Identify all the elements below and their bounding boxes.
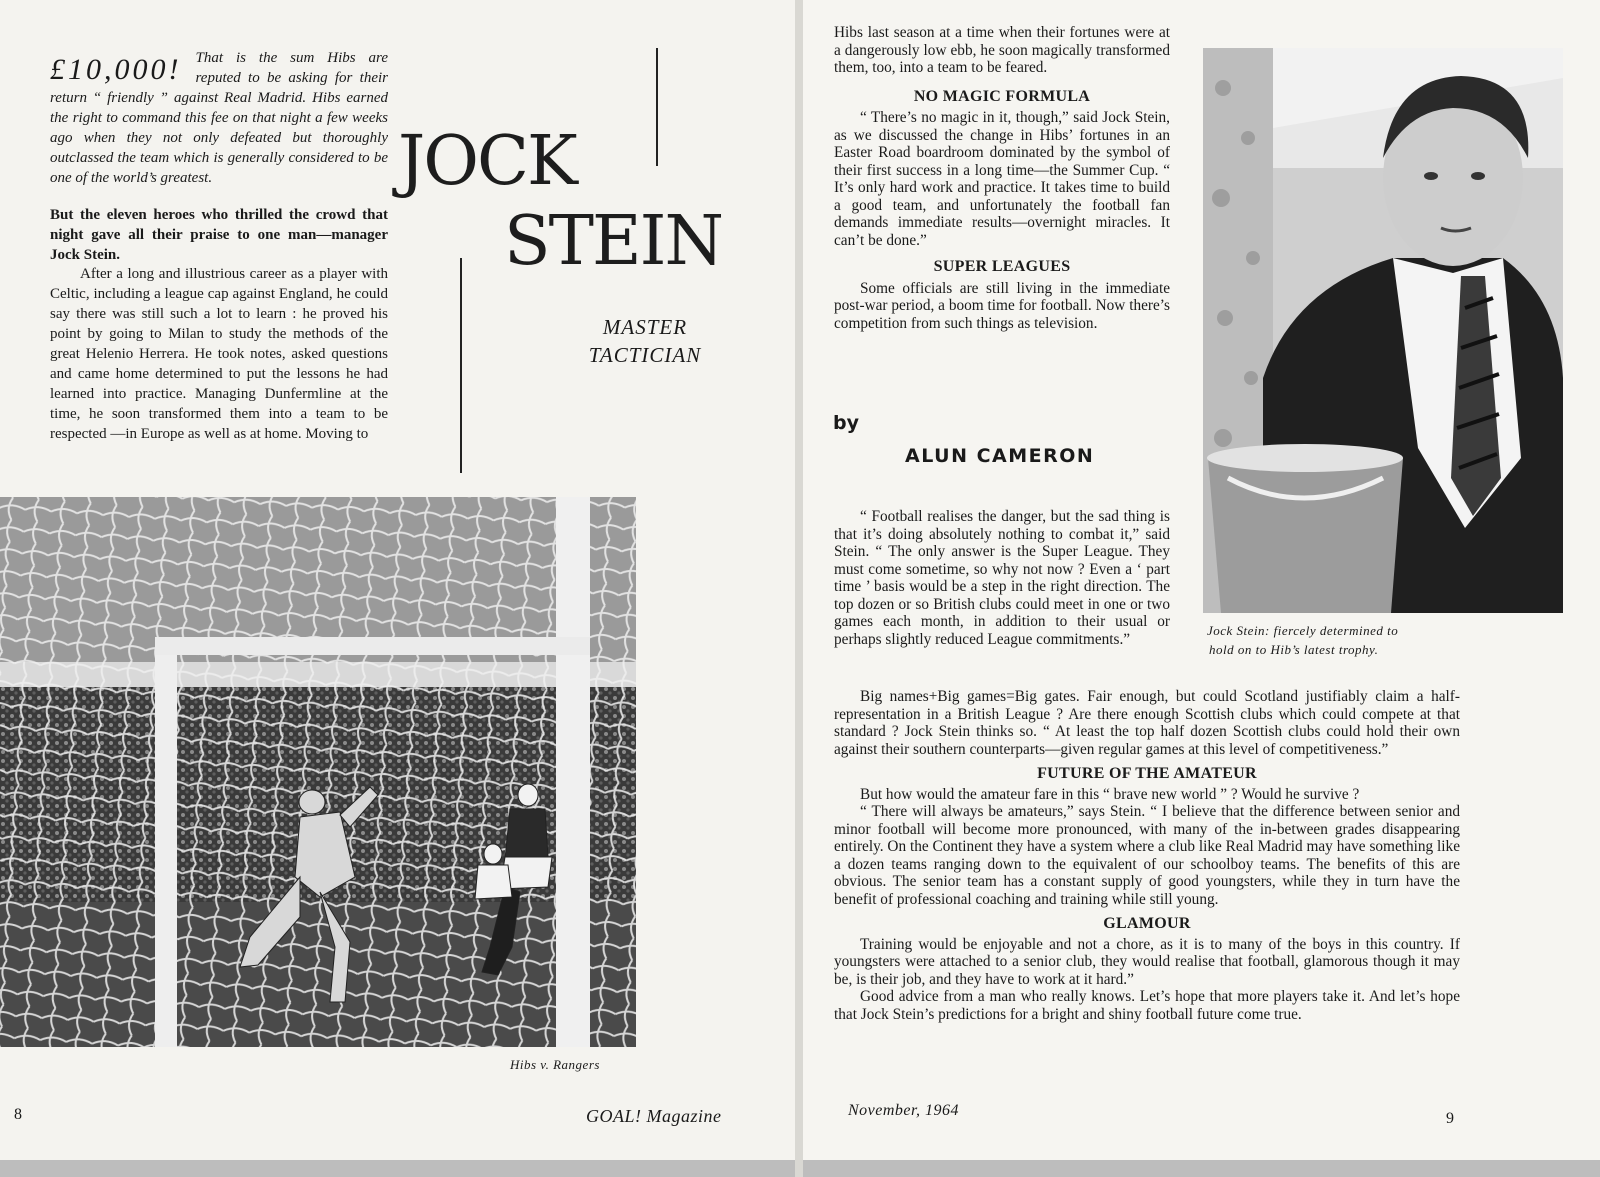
portrait-caption-line1: Jock Stein: fiercely determined to <box>1207 623 1399 638</box>
paragraph-amateur-question: But how would the amateur fare in this “ brave new world ” ? Would he survive ? <box>860 785 1360 803</box>
lead-bold-paragraph: But the eleven heroes who thrilled the crowd that night gave all their praise to one man—manager Jock Stein. <box>50 207 388 263</box>
paragraph-training: Training would be enjoyable and not a chore, as it is to many of the boys in this country. If youngsters were attached to a senior club, they would realise that football, glamorous though it may be, is their job, and they have to work at it hard.” <box>834 935 1460 988</box>
right-column-upper <box>834 24 1170 332</box>
footer-magazine-name: GOAL! Magazine <box>586 1106 722 1126</box>
left-body-paragraph: After a long and illustrious career as a player with Celtic, including a league cap against England, he could say there was still such a lot to learn : he proved his point by going to Milan to study the methods of the great Helenio Herrera. He took notes, asked questions and came home determined to put the lessons he had learned into practice. Managing Dunfermline at the time, he soon transformed them into a team to be respected —in Europe as well as at home. Moving to <box>50 266 388 442</box>
title-stein: STEIN <box>504 202 722 281</box>
intro-text: That is the sum Hibs are reputed to be asking for their return “ friendly ” against Real Madrid. Hibs earned the right to command this fee on that night a few weeks ago when they not only defeated but thoroughly outclassed the team which is generally considered to be one of the world’s greatest. <box>50 50 388 186</box>
intro-paragraph <box>50 48 388 188</box>
page-number-right: 9 <box>1446 1110 1454 1127</box>
heading-glamour: GLAMOUR <box>1103 915 1191 932</box>
subtitle-master: MASTER <box>602 315 688 339</box>
spine-gutter <box>795 0 803 1177</box>
left-page <box>0 0 795 1160</box>
footer-date: November, 1964 <box>848 1102 959 1119</box>
paragraph-officials: Some officials are still living in the immediate post-war period, a boom time for football. Now there’s competition from such things as television. <box>834 279 1170 332</box>
title-rule-upper <box>656 48 658 166</box>
heading-super-leagues: SUPER LEAGUES <box>933 258 1071 275</box>
paragraph-big-names: Big names+Big games=Big gates. Fair enough, but could Scotland justifiably claim a half-representation in a British League ? Are there enough Scottish clubs which could compete at that standard ? Jock Stein thinks so. “ At least the top half dozen Scottish clubs could hold their own against their southern counterparts—given regular games at this level of competitiveness.” <box>834 688 1460 758</box>
subtitle-tactician: TACTICIAN <box>588 343 702 367</box>
continued-text: Hibs last season at a time when their fortunes were at a dangerously low ebb, he soon magically transformed them, too, into a team to be feared. <box>834 24 1170 76</box>
right-column-middle <box>834 508 1170 648</box>
paragraph-no-magic: “ There’s no magic in it, though,” said Jock Stein, as we discussed the change in Hibs’ fortunes in an Easter Road boardroom dominated by the symbol of their first success in a long time—the Summer Cup. “ It’s only hard work and practice. It takes time to build a good team, and unfortunately the football fan demands immediate results—overnight miracles. It can’t be done.” <box>834 109 1170 249</box>
portrait-caption <box>1207 621 1398 659</box>
right-column-lower <box>834 688 1460 1023</box>
heading-no-magic-formula: NO MAGIC FORMULA <box>913 87 1091 105</box>
intro-drop-figure: £10,000! <box>50 53 182 86</box>
title-rule-lower <box>460 258 462 473</box>
portrait-photo <box>1203 48 1563 613</box>
paragraph-football-realises: “ Football realises the danger, but the sad thing is that it’s doing absolutely nothing to combat it,” said Stein. “ The only answer is the Super League. They must come sometime, so why not now ? Even a ‘ part time ’ basis would be a step in the right direction. The top dozen or so British clubs could meet in one or two games each month, in addition to their usual or perhaps slightly reduced League commitments.” <box>834 508 1170 648</box>
right-page <box>803 0 1600 1160</box>
byline-by: by <box>833 412 859 434</box>
subtitle <box>560 313 730 369</box>
byline-author: ALUN CAMERON <box>905 445 1095 467</box>
paragraph-good-advice: Good advice from a man who really knows. Let’s hope that more players take it. And let’s hope that Jock Stein’s predictions for a bright and shiny football future come true. <box>834 988 1460 1023</box>
title-jock: JOCK <box>398 122 576 201</box>
page-number-left: 8 <box>14 1106 22 1123</box>
paragraph-always-amateurs: “ There will always be amateurs,” says Stein. “ I believe that the difference between senior and minor football will become more pronounced, with many of the in-between grades disappearing entirely. On the Continent they have a system where a club like Real Madrid may have something like a dozen teams ranging down to the equivalent of our schoolboy teams. The benefits of this are obvious. The senior team has a constant supply of good youngsters, while they in turn have the benefit of professional coaching and training while still young. <box>834 803 1460 908</box>
match-photo <box>0 497 648 1047</box>
match-photo-caption: Hibs v. Rangers <box>510 1057 600 1072</box>
portrait-caption-line2: hold on to Hib’s latest trophy. <box>1209 642 1379 657</box>
heading-future-amateur: FUTURE OF THE AMATEUR <box>1037 765 1257 782</box>
